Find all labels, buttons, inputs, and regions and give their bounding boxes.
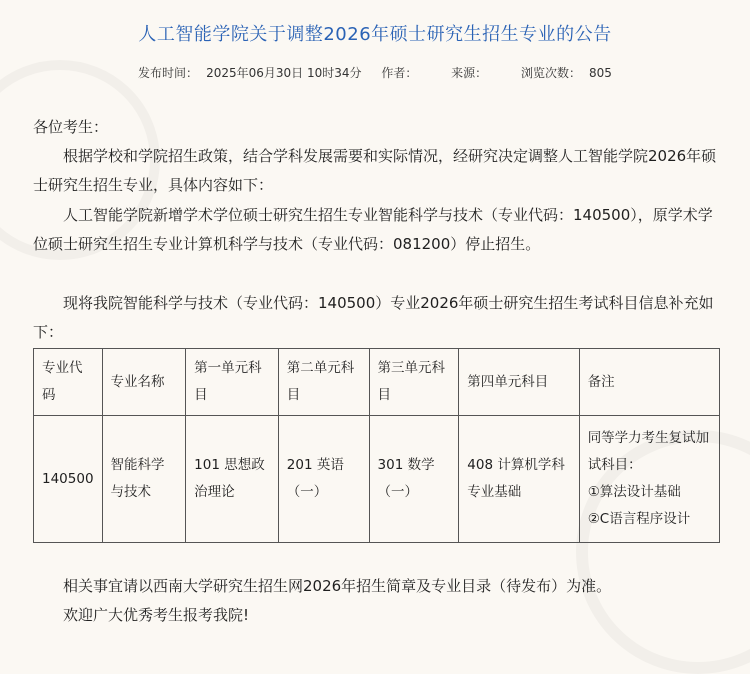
closing-note: 相关事宜请以西南大学研究生招生网2026年招生简章及专业目录（待发布）为准。 [63, 577, 612, 595]
paragraph-change: 人工智能学院新增学术学位硕士研究生招生专业智能科学与技术（专业代码：140500），原学术学位硕士研究生招生专业计算机科学与技术（专业代码：081200）停止招生。 [33, 206, 713, 253]
exam-subjects-table [33, 348, 720, 543]
header-code: 专业代码 [34, 349, 103, 416]
cell-unit2: 201 英语（一） [278, 416, 369, 543]
header-name: 专业名称 [102, 349, 186, 416]
paragraph-subjects: 现将我院智能科学与技术（专业代码：140500）专业2026年硕士研究生招生考试科目信息补充如下： [33, 294, 714, 341]
cell-unit4: 408 计算机学科专业基础 [459, 416, 579, 543]
paragraph-intro: 根据学校和学院招生政策，结合学科发展需要和实际情况，经研究决定调整人工智能学院2026年硕士研究生招生专业，具体内容如下： [33, 147, 717, 194]
header-unit2: 第二单元科目 [278, 349, 369, 416]
cell-name: 智能科学与技术 [102, 416, 186, 543]
remark-line: ②C语言程序设计 [587, 511, 691, 527]
greeting: 各位考生： [33, 118, 109, 136]
table-row [34, 416, 720, 543]
closing-welcome: 欢迎广大优秀考生报考我院! [63, 606, 250, 624]
publish-time: 发布时间： 2025年06月30日 10时34分 [138, 66, 362, 80]
header-unit4: 第四单元科目 [459, 349, 579, 416]
cell-unit3: 301 数学（一） [369, 416, 459, 543]
article-meta [0, 64, 750, 81]
table-header-row [34, 349, 720, 416]
header-unit3: 第三单元科目 [369, 349, 459, 416]
remark-line: 同等学力考生复试加试科目： [587, 430, 710, 473]
cell-code: 140500 [34, 416, 103, 543]
article-title: 人工智能学院关于调整2026年硕士研究生招生专业的公告 [138, 24, 612, 45]
author: 作者： [381, 66, 418, 80]
cell-unit1: 101 思想政治理论 [186, 416, 279, 543]
header-unit1: 第一单元科目 [186, 349, 279, 416]
cell-remark [579, 416, 719, 543]
remark-line: ①算法设计基础 [587, 484, 681, 500]
view-count: 浏览次数： 805 [521, 66, 612, 80]
header-remark: 备注 [579, 349, 719, 416]
source: 来源： [451, 66, 488, 80]
